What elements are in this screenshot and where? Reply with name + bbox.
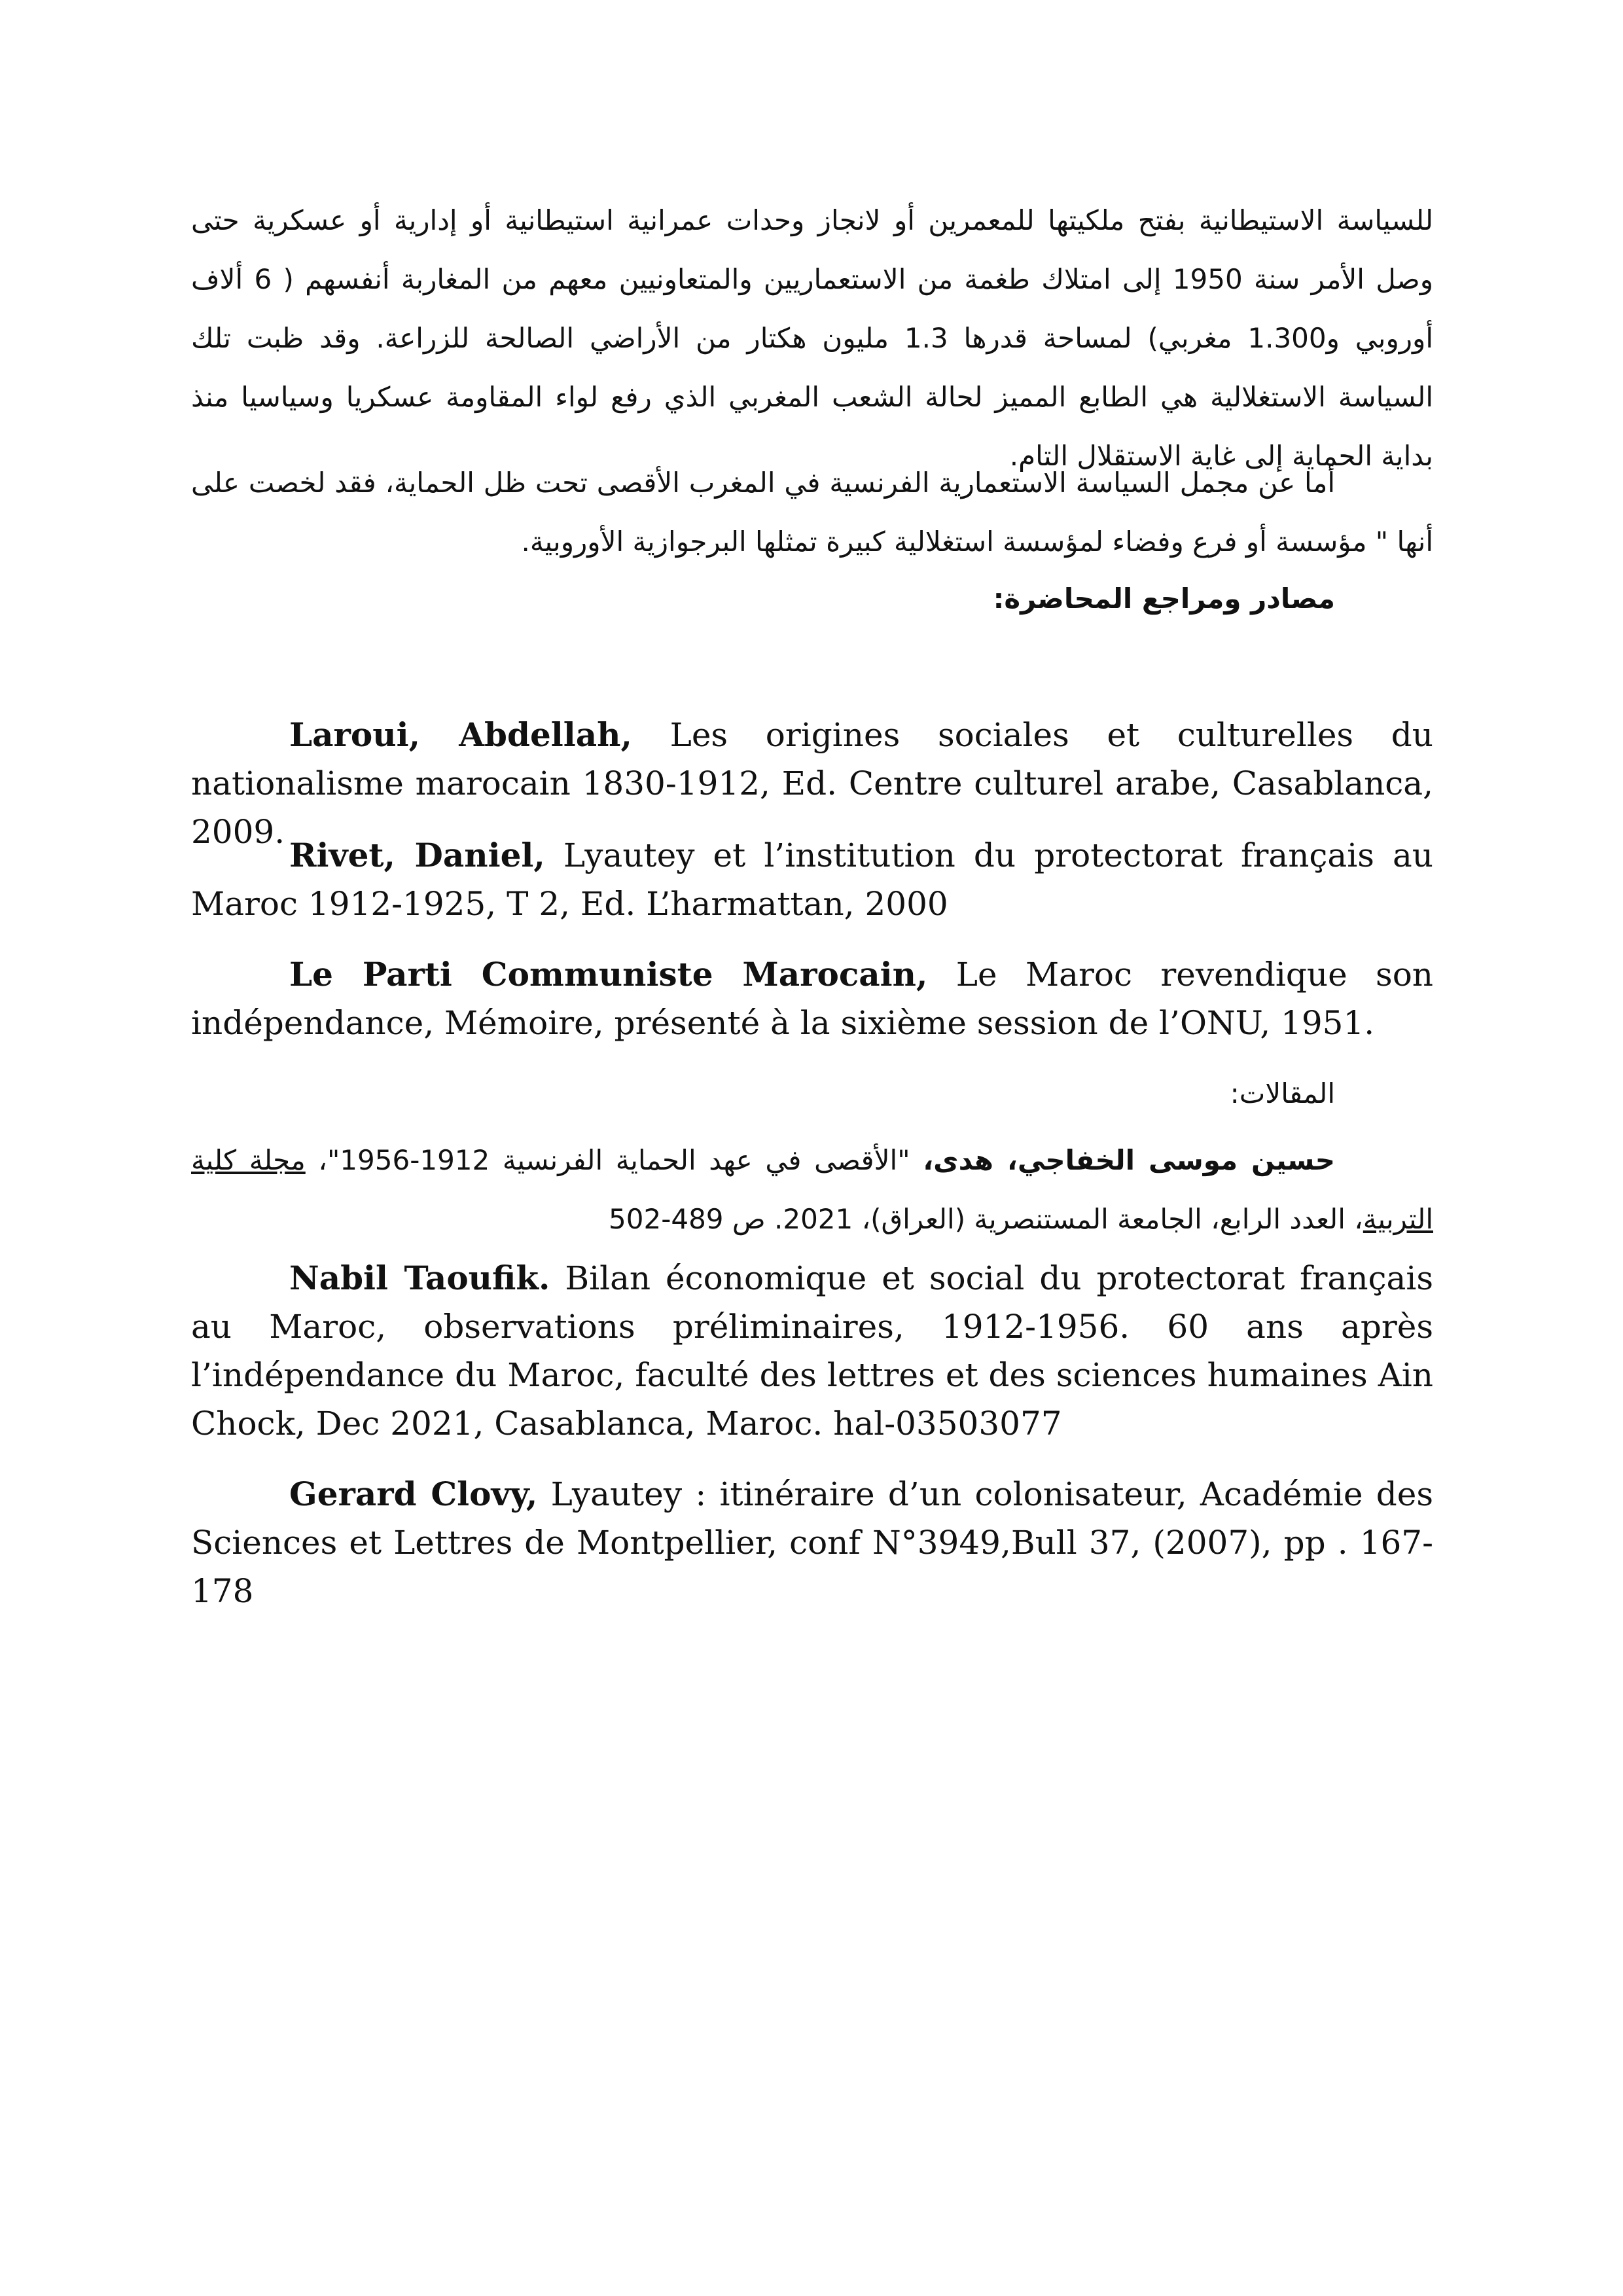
sources-heading: مصادر ومراجع المحاضرة: bbox=[993, 583, 1335, 615]
reference-3 bbox=[191, 950, 1433, 1047]
article-details: ، العدد الرابع، الجامعة المستنصرية (العراق)، 2021. ص 489-502 bbox=[609, 1203, 1363, 1235]
articles-heading: المقالات: bbox=[1230, 1077, 1335, 1109]
reference-author: Nabil Taoufik. bbox=[289, 1259, 550, 1297]
reference-author: Le Parti Communiste Marocain, bbox=[289, 955, 928, 994]
reference-author: Laroui, Abdellah, bbox=[289, 715, 632, 754]
reference-2 bbox=[191, 831, 1433, 928]
reference-text: Lyautey : itinéraire d’un colonisateur, Académie des Sciences et Lettres de Montpellier, conf N°3949,Bull 37, (2007), pp . 167-178 bbox=[191, 1475, 1433, 1610]
reference-5 bbox=[191, 1470, 1433, 1615]
article-title: "الأقصى في عهد الحماية الفرنسية 1912-1956"، bbox=[305, 1144, 923, 1176]
reference-author: Rivet, Daniel, bbox=[289, 836, 545, 874]
reference-text: Les origines sociales et culturelles du nationalisme marocain 1830-1912, Ed. Centre culturel arabe, Casablanca, 2009. bbox=[191, 716, 1433, 851]
arabic-paragraph-1: للسياسة الاستيطانية بفتح ملكيتها للمعمرين أو لانجاز وحدات عمرانية استيطانية أو إدارية أو عسكرية حتى وصل الأمر سنة 1950 إلى امتلاك طغمة من الاستعماريين والمتعاونيين معهم من المغاربة أنفسهم ( 6 ألاف أوروبي و1.300 مغربي) لمساحة قدرها 1.3 مليون هكتار من الأراضي الصالحة للزراعة. وقد ظبت تلك السياسة الاستغلالية هي الطابع المميز لحالة الشعب المغربي الذي رفع لواء المقاومة عسكريا وسياسيا منذ بداية الحماية إلى غاية الاستقلال التام. bbox=[191, 204, 1434, 472]
arabic-paragraph-2: أما عن مجمل السياسة الاستعمارية الفرنسية في المغرب الأقصى تحت ظل الحماية، فقد لخصت على أنها " مؤسسة أو فرع وفضاء لمؤسسة استغلالية كبيرة تمثلها البرجوازية الأوروبية. bbox=[191, 467, 1433, 558]
reference-text: Le Maroc revendique son indépendance, Mémoire, présenté à la sixième session de l’ONU, 1951. bbox=[191, 956, 1433, 1042]
arabic-article-reference bbox=[191, 1131, 1433, 1249]
reference-text: Bilan économique et social du protectorat français au Maroc, observations préliminaires, 1912-1956. 60 ans après l’indépendance du Maroc, faculté des lettres et des sciences humaines Ain Chock, Dec 2021, Casablanca, Maroc. hal-03503077 bbox=[191, 1259, 1433, 1443]
article-author: حسين موسى الخفاجي، هدى، bbox=[923, 1144, 1335, 1176]
reference-4 bbox=[191, 1254, 1433, 1448]
reference-author: Gerard Clovy, bbox=[289, 1475, 538, 1513]
reference-text: Lyautey et l’institution du protectorat français au Maroc 1912-1925, T 2, Ed. L’harmattan, 2000 bbox=[191, 836, 1433, 923]
article-journal: مجلة كلية التربية bbox=[191, 1144, 1433, 1235]
